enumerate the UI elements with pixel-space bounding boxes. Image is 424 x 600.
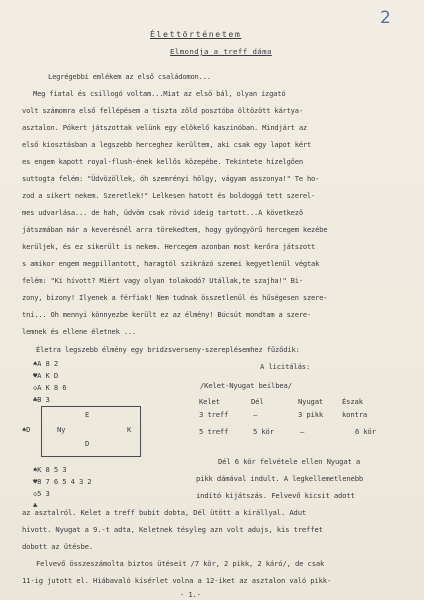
bidding-header-south: Dél <box>251 397 264 406</box>
document-subtitle: Elmondja a treff dáma <box>170 47 272 56</box>
text-line: mes udvarlása... de hah, üdvöm csak rövid ideig tartott...A következő <box>22 208 303 217</box>
play-line: az asztalról. Kelet a treff bubit dobta, Dél ütött a királlyal. Adut <box>22 508 307 517</box>
south-clubs: ♣ <box>33 501 38 510</box>
north-diamonds: ◇A K 8 6 <box>33 383 67 392</box>
compass-west: Ny <box>57 425 66 434</box>
bid-east-2: 5 treff <box>199 427 229 436</box>
text-line: zod a sikert nekem. Szeretlek!" Lelkesen hatott és boldoggá tett szerel- <box>22 191 316 200</box>
page-footer: - 1.- <box>180 590 201 599</box>
bidding-title: A licitálás: <box>260 362 311 371</box>
north-spades: ♠A 8 2 <box>33 359 59 368</box>
compass-east: K <box>127 425 132 434</box>
page-number: 2 <box>380 8 391 28</box>
text-line: volt számomra első fellépésem a tiszta zöld posztóba öltözött kártya- <box>22 106 303 115</box>
south-diamonds: ◇5 3 <box>33 489 50 498</box>
text-line: zony, bizony! Ilyenek a férfiak! Nem tudnak összetlenül és hűségesen szere- <box>22 293 328 302</box>
text-line: lemnek és ellene életnek ... <box>22 327 136 336</box>
text-line: játszmában már a keverésnél arra törekedtem, hogy gyöngyörű hercegem kezébe <box>22 225 328 234</box>
story-line: Életra legszebb élmény egy bridzsverseny-szereplésemhez fűződik: <box>36 345 300 354</box>
text-line: Meg fiatal és csillogó voltam...Miat az első bál, olyan izgató <box>33 89 286 98</box>
compass-north: E <box>85 410 90 419</box>
play-line: indító kijátszás. Felvevő kicsit adott <box>196 491 355 500</box>
bid-east-1: 3 treff <box>199 410 229 419</box>
text-line: asztalon. Pókert játszottak velünk egy elökelő kaszinóban. Mindjárt az <box>22 123 307 132</box>
bid-north-2: 6 kör <box>355 427 376 436</box>
west-hand: ♠D <box>22 425 31 434</box>
play-line: Dél 6 kör felvétele ellen Nyugat a <box>218 457 361 466</box>
text-line: felém: "Ki hívott? Miért vagy olyan tolakodó? Utállak,te szajha!" Bi- <box>22 276 303 285</box>
play-line: pikk dámával indult. A legkellemetlenebb <box>196 474 364 483</box>
text-line: tni... Oh mennyi könnyezbe került ez az élmény! Búcsút mondtam a szere- <box>22 310 312 319</box>
text-line: s amikor engem megpillantott, haragtól szikrázó szemei kegyetlenül végtak <box>22 259 320 268</box>
bidding-header-east: Kelet <box>199 397 220 406</box>
play-line: Felvevő összeszámolta biztos ütéseit /7 kör, 2 pikk, 2 káró/, de csak <box>36 559 325 568</box>
south-spades: ♠K 8 5 3 <box>33 465 67 474</box>
text-line: első kiosztásban a legszebb herceghez kerültem, aki csak egy lapot kért <box>22 140 312 149</box>
bid-west-2: — <box>300 427 305 436</box>
text-line: Legrégebbi emlékem az első családomon... <box>48 72 211 81</box>
bidding-subtitle: /Kelet-Nyugat beilbea/ <box>200 381 292 390</box>
play-line: hívott. Nyugat a 9.-t adta, Keletnek tésyleg azn volt adujs, kis treffet <box>22 525 323 534</box>
north-hearts: ♥A K D <box>33 371 59 380</box>
bid-south-2: 5 kör <box>253 427 274 436</box>
bid-north-1: kontra <box>342 410 368 419</box>
compass-box <box>41 406 141 457</box>
text-line: kerüljek, és ez sikerült is nekem. Hercegem azonban most kerőra játszott <box>22 242 316 251</box>
north-clubs: ♣B 3 <box>33 395 50 404</box>
compass-south: D <box>85 439 90 448</box>
south-hearts: ♥8 7 6 5 4 3 2 <box>33 477 92 486</box>
document-title: Élettörténetem <box>150 29 242 39</box>
bidding-header-west: Nyugat <box>298 397 324 406</box>
text-line: suttogta felém: "Üdvözöllek, óh szemrényi hölgy, vágyam asszonya!" Te ho- <box>22 174 320 183</box>
play-line: dobott az ütésbe. <box>22 542 94 551</box>
play-line: 11-ig jutott el. Hiábavaló kísérlet volna a 12-iket az asztalon való pikk- <box>22 576 332 585</box>
bidding-header-north: Észak <box>342 397 363 406</box>
text-line: es engem kapott royal-flush-ének kellős közepébe. Tekintete hízelgően <box>22 157 303 166</box>
bid-west-1: 3 pikk <box>298 410 324 419</box>
bid-south-1: — <box>253 410 258 419</box>
